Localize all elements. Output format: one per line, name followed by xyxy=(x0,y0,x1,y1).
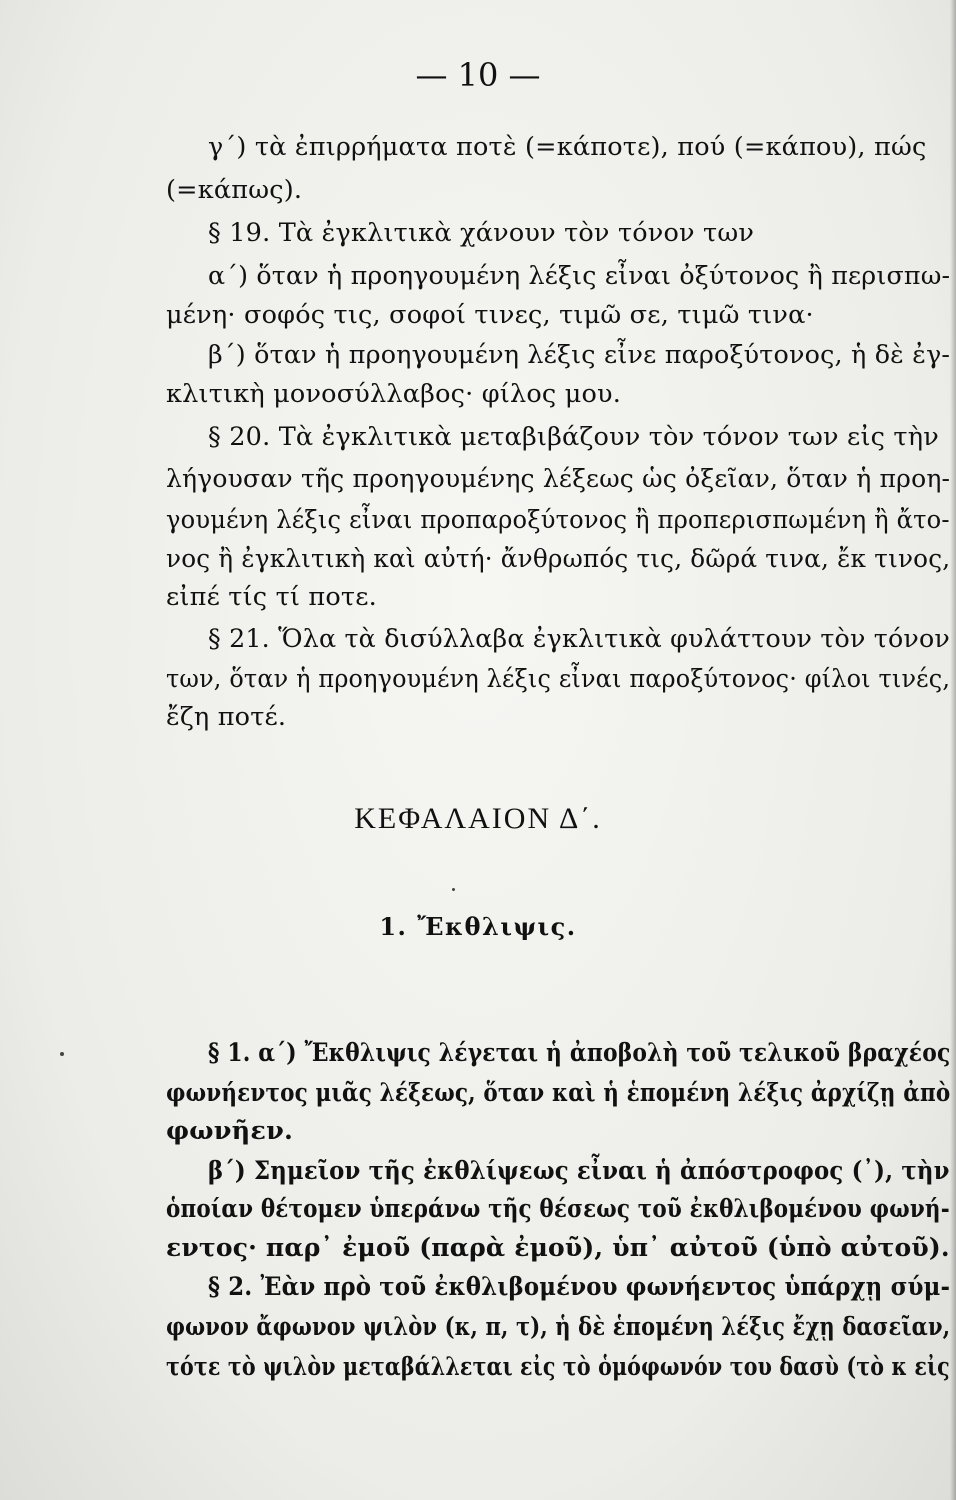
ink-speck xyxy=(60,1052,64,1056)
section-21-line: § 21. Ὅλα τὰ δισύλλαβα ἐγκλιτικὰ φυλάττουν τὸν τόνον xyxy=(208,624,951,654)
text-line: γ΄) τὰ ἐπιρρήματα ποτὲ (=κάποτε), πού (=κάπου), πώς xyxy=(208,132,927,162)
ink-speck xyxy=(452,888,455,891)
text-line: φωνον ἄφωνον ψιλὸν (κ, π, τ), ἡ δὲ ἑπομένη λέξις ἔχῃ δασεῖαν, xyxy=(166,1312,951,1342)
text-line: β΄) Σημεῖον τῆς ἐκθλίψεως εἶναι ἡ ἀπόστροφος (᾿), τὴν xyxy=(208,1156,950,1186)
text-line: λήγουσαν τῆς προηγουμένης λέξεως ὡς ὀξεῖαν, ὅταν ἡ προη- xyxy=(166,464,951,494)
page-edge-shadow xyxy=(950,0,956,1500)
chapter-heading: ΚΕΦΑΛΑΙΟΝ Δ΄. xyxy=(354,802,602,835)
text-line: ὁποίαν θέτομεν ὑπεράνω τῆς θέσεως τοῦ ἐκθλιβομένου φωνή- xyxy=(166,1194,950,1224)
text-line: § 2. Ἐὰν πρὸ τοῦ ἐκθλιβομένου φωνήεντος ὑπάρχῃ σύμ- xyxy=(208,1272,951,1302)
text-line: § 1. α΄) Ἔκθλιψις λέγεται ἡ ἀποβολὴ τοῦ τελικοῦ βραχέος xyxy=(208,1038,951,1068)
text-line: γουμένη λέξις εἶναι προπαροξύτονος ἢ προπερισπωμένη ἢ ἄτο- xyxy=(166,505,950,535)
section-heading: 1. Ἔκθλιψις. xyxy=(379,912,577,941)
section-20-line: § 20. Τὰ ἐγκλιτικὰ μεταβιβάζουν τὸν τόνον των εἰς τὴν xyxy=(208,422,939,452)
text-line: εἰπέ τίς τί ποτε. xyxy=(166,582,377,612)
text-line: νος ἢ ἐγκλιτικὴ καὶ αὐτή· ἄνθρωπός τις, δῶρά τινα, ἔκ τινος, xyxy=(166,544,951,574)
text-line: τότε τὸ ψιλὸν μεταβάλλεται εἰς τὸ ὁμόφωνόν του δασὺ (τὸ κ εἰς xyxy=(166,1352,950,1382)
text-line: των, ὅταν ἡ προηγουμένη λέξις εἶναι παροξύτονος· φίλοι τινές, xyxy=(166,664,951,694)
text-line: ἔζη ποτέ. xyxy=(166,702,287,732)
text-line: (=κάπως). xyxy=(166,175,303,205)
text-line: β΄) ὅταν ἡ προηγουμένη λέξις εἶνε παροξύτονος, ἡ δὲ ἐγ- xyxy=(208,340,951,370)
text-line: α΄) ὅταν ἡ προηγουμένη λέξις εἶναι ὀξύτονος ἢ περισπω- xyxy=(208,261,951,291)
section-19-heading-line: § 19. Τὰ ἐγκλιτικὰ χάνουν τὸν τόνον των xyxy=(208,218,755,248)
text-line: φωνήεντος μιᾶς λέξεως, ὅταν καὶ ἡ ἑπομένη λέξις ἀρχίζῃ ἀπὸ xyxy=(166,1078,951,1108)
text-line: κλιτικὴ μονοσύλλαβος· φίλος μου. xyxy=(166,379,622,409)
page-number: — 10 — xyxy=(415,56,541,94)
text-line: μένη· σοφός τις, σοφοί τινες, τιμῶ σε, τιμῶ τινα· xyxy=(166,300,814,330)
text-line: φωνῆεν. xyxy=(166,1116,294,1146)
text-line: εντος· παρ᾿ ἐμοῦ (παρὰ ἐμοῦ), ὑπ᾿ αὐτοῦ (ὑπὸ αὐτοῦ). xyxy=(166,1233,950,1263)
